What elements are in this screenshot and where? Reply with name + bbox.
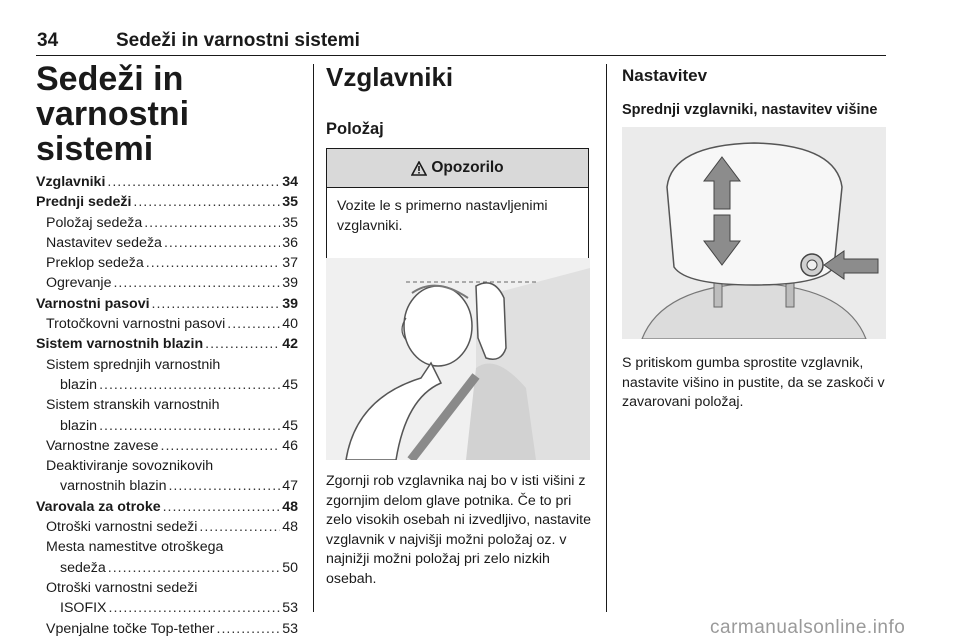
toc-entry-text: Varovala za otroke — [36, 498, 161, 515]
toc-entry-text: blazin — [60, 417, 98, 434]
running-header-title: Sedeži in varnostni sistemi — [116, 30, 360, 51]
headrest-position-illustration — [326, 258, 590, 460]
toc-entry[interactable] — [36, 334, 298, 354]
toc-entry-text: Otroški varnostni sedeži — [46, 519, 198, 536]
toc-entry-text: Trotočkovni varnostni pasovi — [46, 316, 226, 333]
toc-entry-page: 35 — [282, 194, 298, 211]
column-divider-2 — [606, 64, 607, 612]
toc-entry-page: 36 — [282, 234, 298, 251]
toc-entry[interactable] — [36, 578, 298, 598]
toc-entry-page: 42 — [282, 336, 298, 353]
section-title: Vzglavniki — [326, 62, 454, 92]
toc-leader-dots — [99, 375, 280, 395]
toc-leader-dots — [164, 233, 280, 253]
watermark: carmanualsonline.info — [710, 617, 906, 638]
toc-leader-dots — [113, 273, 280, 293]
toc-leader-dots — [146, 253, 280, 273]
toc-entry-text: Nastavitev sedeža — [46, 234, 162, 251]
toc-entry[interactable] — [36, 355, 298, 375]
warning-box — [326, 148, 589, 266]
toc-leader-dots — [217, 619, 281, 639]
header-rule — [36, 55, 886, 56]
toc-entry-page: 45 — [282, 376, 298, 393]
toc-entry-page: 40 — [282, 316, 298, 333]
toc-entry[interactable] — [36, 192, 298, 212]
adjust-subtitle: Sprednji vzglavniki, nastavitev višine — [622, 102, 878, 118]
toc-entry[interactable] — [36, 598, 298, 618]
toc-entry[interactable] — [36, 314, 298, 334]
toc-entry-text: ISOFIX — [60, 600, 107, 617]
toc-entry[interactable] — [36, 497, 298, 517]
adjust-title: Nastavitev — [622, 66, 708, 85]
toc-entry-text: sedeža — [60, 559, 106, 576]
toc-leader-dots — [205, 334, 280, 354]
toc-entry-text: Mesta namestitve otroškega — [46, 539, 224, 556]
toc-entry-text: Otroški varnostni sedeži — [46, 579, 198, 596]
toc-entry-text: Varnostni pasovi — [36, 295, 150, 312]
toc-entry-text: blazin — [60, 376, 98, 393]
toc-entry-text: Sistem varnostnih blazin — [36, 336, 204, 353]
warning-title: Opozorilo — [431, 159, 504, 176]
toc-entry-text: Vzglavniki — [36, 174, 106, 190]
toc-entry-page: 34 — [282, 174, 298, 190]
toc-leader-dots — [163, 497, 281, 517]
toc-entry-text: Položaj sedeža — [46, 214, 143, 231]
page-number: 34 — [37, 30, 59, 51]
chapter-title: Sedeži in varnostni sistemi — [36, 60, 190, 168]
headrest-height-adjust-illustration — [622, 127, 886, 339]
toc-entry[interactable] — [36, 558, 298, 578]
toc-entry-text: Deaktiviranje sovoznikovih — [46, 458, 214, 475]
toc-entry[interactable] — [36, 476, 298, 496]
toc-leader-dots — [99, 416, 280, 436]
toc-entry-text: Sistem stranskih varnostnih — [46, 397, 220, 414]
toc-entry-page: 48 — [282, 498, 298, 515]
headrest-adjust-text: S pritiskom gumba sprostite vzglavnik, nastavite višino in pustite, da se zaskoči v zavarovani položaj. — [622, 355, 885, 411]
toc-entry[interactable] — [36, 456, 298, 476]
toc-leader-dots — [168, 476, 280, 496]
toc-entry-page: 45 — [282, 417, 298, 434]
section-subtitle: Položaj — [326, 120, 384, 138]
toc-entry[interactable] — [36, 436, 298, 456]
toc-leader-dots — [133, 192, 280, 212]
toc-entry-text: Sistem sprednjih varnostnih — [46, 356, 221, 373]
toc-entry-page: 53 — [282, 600, 298, 617]
toc-leader-dots — [144, 213, 280, 233]
toc-entry[interactable] — [36, 517, 298, 537]
toc-entry[interactable] — [36, 619, 298, 639]
toc-entry[interactable] — [36, 294, 298, 314]
warning-text: Vozite le s primerno nastavljenimi vzglavniki. — [337, 198, 548, 234]
toc-entry[interactable] — [36, 537, 298, 557]
toc-leader-dots — [109, 598, 281, 618]
warning-triangle-icon — [411, 161, 427, 176]
toc-entry-text: Ogrevanje — [46, 275, 112, 292]
toc-entry-page: 46 — [282, 437, 298, 454]
headrest-position-text: Zgornji rob vzglavnika naj bo v isti višini z zgornjim delom glave potnika. Če to pri zelo visokih osebah ni izvedljivo, nastavite vzglavnik v najvišji možni položaj oz. v najnižji možni položaj pri zelo nizkih osebah. — [326, 473, 591, 587]
toc-entry-page: 53 — [282, 620, 298, 637]
toc-entry[interactable] — [36, 416, 298, 436]
toc-entry-text: Preklop sedeža — [46, 255, 144, 272]
toc-entry-page: 37 — [282, 255, 298, 272]
toc-leader-dots — [108, 558, 280, 578]
toc-entry-text: Vpenjalne točke Top-tether — [46, 620, 215, 637]
toc-entry-page: 39 — [282, 275, 298, 292]
toc-leader-dots — [161, 436, 281, 456]
toc-entry[interactable] — [36, 395, 298, 415]
toc-entry-page: 50 — [282, 559, 298, 576]
toc-entry-page: 47 — [282, 478, 298, 495]
table-of-contents — [36, 172, 298, 639]
toc-entry[interactable] — [36, 213, 298, 233]
toc-entry-page: 48 — [282, 519, 298, 536]
column-divider-1 — [313, 64, 314, 612]
toc-entry[interactable] — [36, 172, 298, 192]
toc-leader-dots — [152, 294, 281, 314]
toc-entry-text: Varnostne zavese — [46, 437, 159, 454]
toc-leader-dots — [227, 314, 280, 334]
warning-header — [327, 149, 588, 188]
toc-leader-dots — [107, 172, 280, 192]
toc-entry-text: Prednji sedeži — [36, 194, 132, 211]
toc-entry-text: varnostnih blazin — [60, 478, 167, 495]
toc-leader-dots — [199, 517, 280, 537]
toc-entry[interactable] — [36, 253, 298, 273]
toc-entry[interactable] — [36, 273, 298, 293]
toc-entry[interactable] — [36, 375, 298, 395]
toc-entry[interactable] — [36, 233, 298, 253]
toc-entry-page: 39 — [282, 295, 298, 312]
toc-entry-page: 35 — [282, 214, 298, 231]
